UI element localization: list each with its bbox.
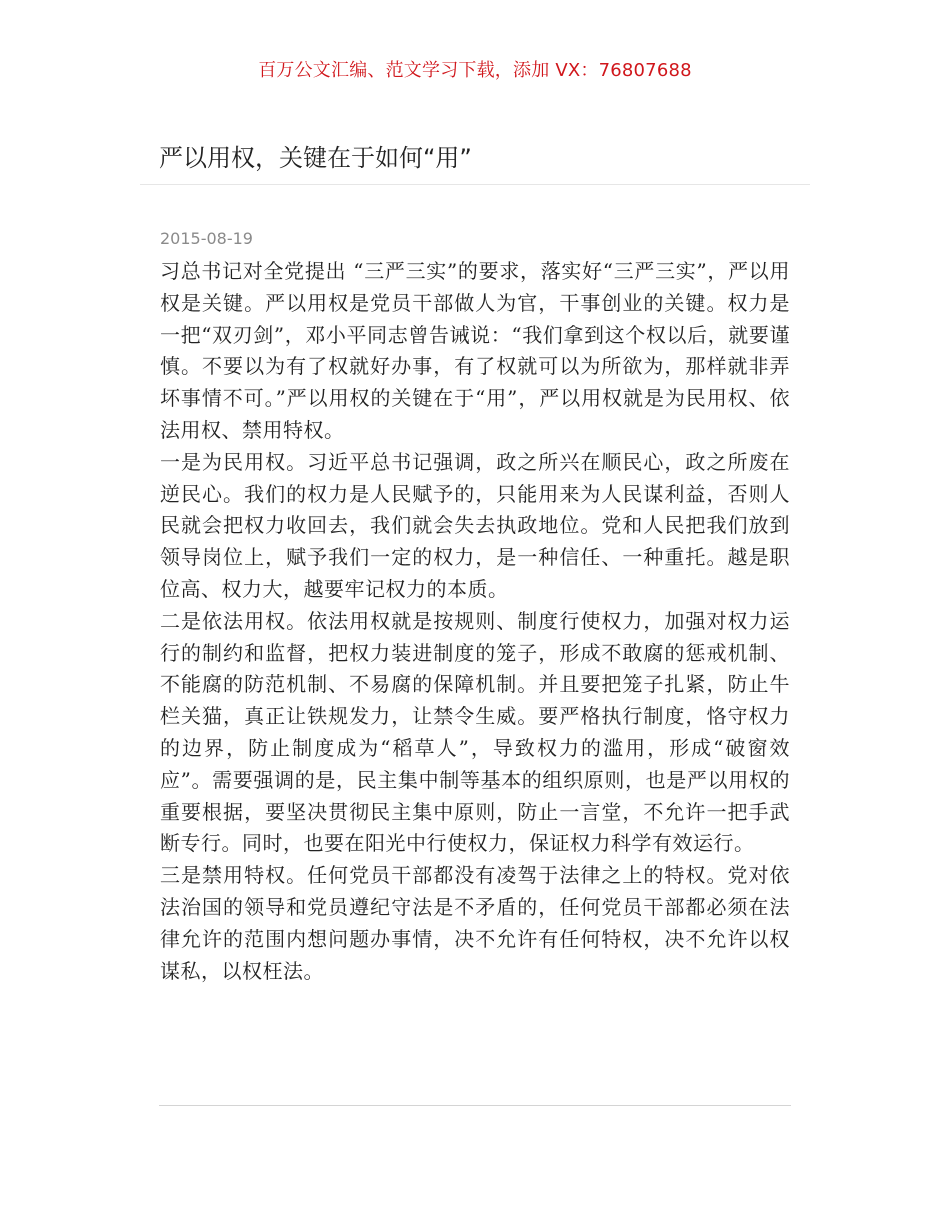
paragraph-law: 二是依法用权。依法用权就是按规则、制度行使权力，加强对权力运行的制约和监督，把权力装进制度的笼子，形成不敢腐的惩戒机制、不能腐的防范机制、不易腐的保障机制。并且要把笼子扎紧，防止牛栏关猫，真正让铁规发力，让禁令生威。要严格执行制度，恪守权力的边界，防止制度成为“稻草人”，导致权力的滥用，形成“破窗效应”。需要强调的是，民主集中制等基本的组织原则，也是严以用权的重要根据，要坚决贯彻民主集中原则，防止一言堂，不允许一把手武断专行。同时，也要在阳光中行使权力，保证权力科学有效运行。	[160, 608, 790, 856]
paragraph-intro: 习总书记对全党提出 “三严三实”的要求，落实好“三严三实”，严以用权是关键。严以用权是党员干部做人为官，干事创业的关键。权力是一把“双刃剑”，邓小平同志曾告诫说：“我们拿到这个权以后，就要谨慎。不要以为有了权就好办事，有了权就可以为所欲为，那样就非弄坏事情不可。”严以用权的关键在于“用”，严以用权就是为民用权、依法用权、禁用特权。	[160, 259, 790, 442]
article-body	[160, 256, 790, 987]
footer-divider	[159, 1105, 791, 1106]
article-date: 2015-08-19	[160, 229, 253, 248]
paragraph-people: 一是为民用权。习近平总书记强调，政之所兴在顺民心，政之所废在逆民心。我们的权力是人民赋予的，只能用来为人民谋利益，否则人民就会把权力收回去，我们就会失去执政地位。党和人民把我们放到领导岗位上，赋予我们一定的权力，是一种信任、一种重托。越是职位高、权力大，越要牢记权力的本质。	[160, 449, 790, 601]
title-divider	[140, 184, 810, 185]
promo-banner: 百万公文汇编、范文学习下载，添加 VX：76807688	[258, 60, 692, 81]
paragraph-privilege: 三是禁用特权。任何党员干部都没有凌驾于法律之上的特权。党对依法治国的领导和党员遵纪守法是不矛盾的，任何党员干部都必须在法律允许的范围内想问题办事情，决不允许有任何特权，决不允许以权谋私，以权枉法。	[160, 863, 790, 983]
article-title: 严以用权，关键在于如何“用”	[159, 144, 472, 172]
